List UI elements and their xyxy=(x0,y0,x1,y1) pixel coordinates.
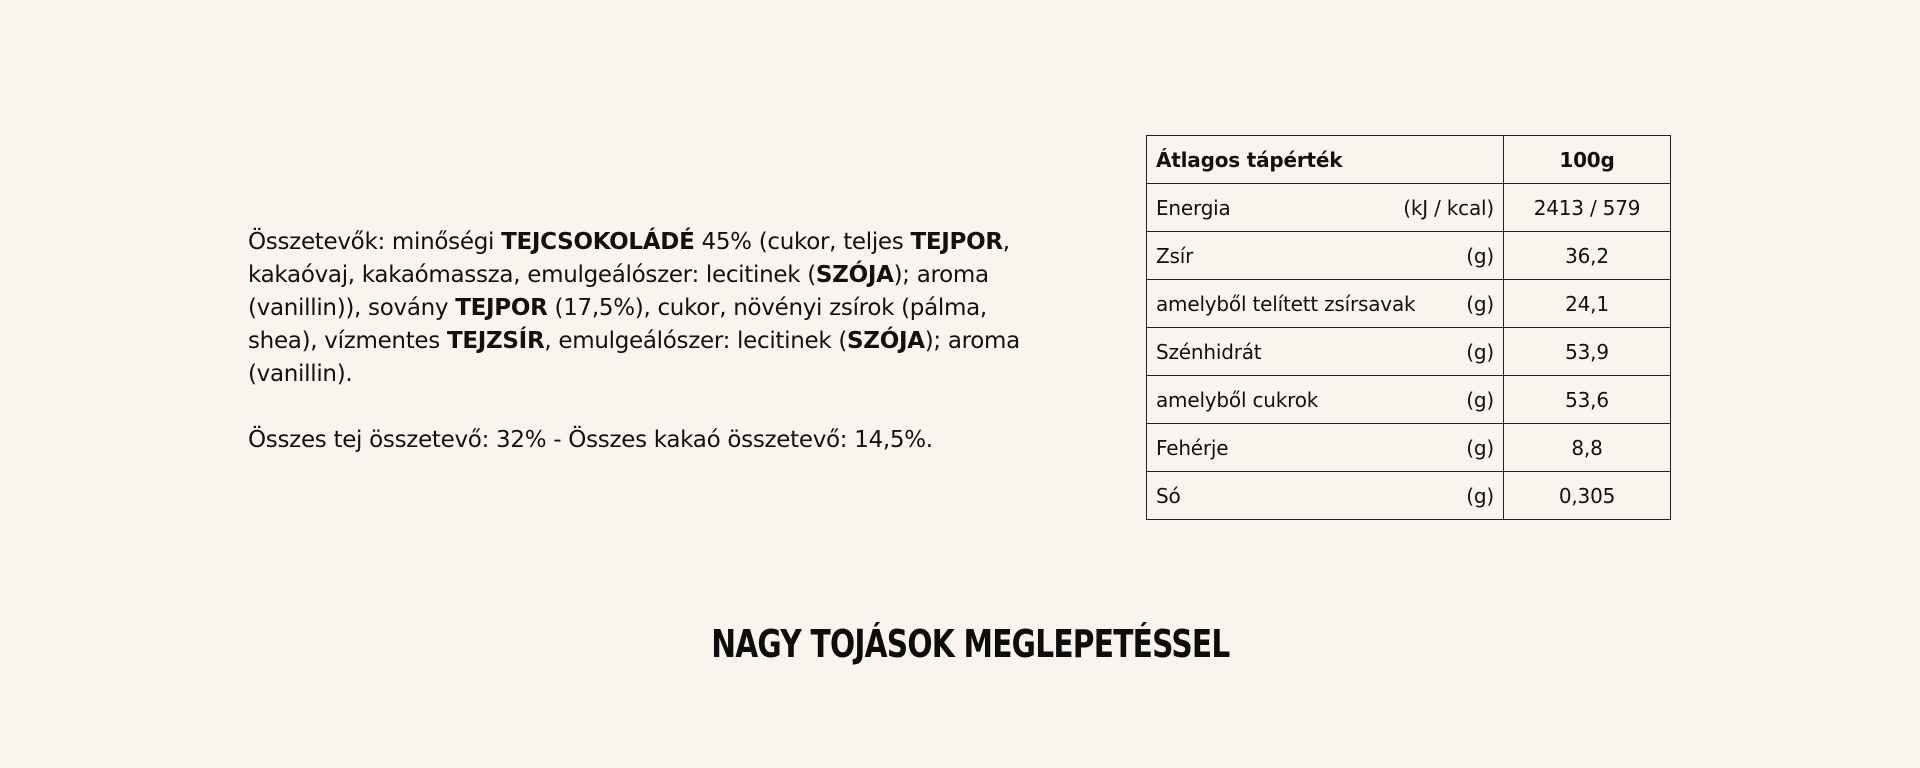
nutrient-value: 24,1 xyxy=(1504,280,1671,328)
nutrition-table xyxy=(1146,135,1671,520)
ingredient-segment: (17,5%), cukor, növényi zsírok (pálma, shea), vízmentes xyxy=(248,295,987,354)
nutrient-value: 53,9 xyxy=(1504,328,1671,376)
nutrition-row xyxy=(1147,232,1671,280)
nutrient-unit: (g) xyxy=(1466,435,1494,460)
nutrient-value: 53,6 xyxy=(1504,376,1671,424)
nutrient-value: 8,8 xyxy=(1504,424,1671,472)
nutrient-name: amelyből cukrok xyxy=(1156,387,1319,412)
ingredient-segment: 45% (cukor, teljes xyxy=(694,229,911,255)
ingredients-block xyxy=(248,226,1048,457)
nutrition-row xyxy=(1147,184,1671,232)
nutrient-value: 0,305 xyxy=(1504,472,1671,520)
nutrient-name: Só xyxy=(1156,483,1181,508)
allergen-highlight: TEJCSOKOLÁDÉ xyxy=(501,229,695,255)
nutrient-unit: (g) xyxy=(1466,387,1494,412)
ingredient-segment: , emulgeálószer: lecitinek ( xyxy=(544,328,848,354)
nutrient-value: 36,2 xyxy=(1504,232,1671,280)
nutrition-header-row xyxy=(1147,136,1671,184)
ingredients-text xyxy=(248,226,1048,391)
allergen-highlight: TEJPOR xyxy=(910,229,1003,255)
nutrition-header-value: 100g xyxy=(1504,136,1671,184)
nutrition-row xyxy=(1147,328,1671,376)
nutrition-header-name: Átlagos tápérték xyxy=(1147,136,1504,184)
nutrient-unit: (kJ / kcal) xyxy=(1403,195,1494,220)
allergen-highlight: SZÓJA xyxy=(847,328,925,354)
nutrient-name: Energia xyxy=(1156,195,1231,220)
nutrition-row xyxy=(1147,472,1671,520)
ingredient-segment: ); aroma (vanillin). xyxy=(248,328,1020,387)
nutrition-row xyxy=(1147,376,1671,424)
nutrient-name: Zsír xyxy=(1156,243,1194,268)
allergen-highlight: SZÓJA xyxy=(815,262,894,288)
nutrient-unit: (g) xyxy=(1466,243,1494,268)
nutrition-row xyxy=(1147,424,1671,472)
nutrient-unit: (g) xyxy=(1466,291,1494,316)
nutrient-unit: (g) xyxy=(1466,483,1494,508)
nutrient-unit: (g) xyxy=(1466,339,1494,364)
nutrient-name: Szénhidrát xyxy=(1156,339,1262,364)
ingredient-segment: , kakaóvaj, kakaómassza, emulgeálószer: lecitinek ( xyxy=(248,229,1010,288)
ingredient-segment: Összetevők: minőségi xyxy=(248,229,502,255)
nutrition-row xyxy=(1147,280,1671,328)
nutrient-name: Fehérje xyxy=(1156,435,1229,460)
nutrient-value: 2413 / 579 xyxy=(1504,184,1671,232)
ingredient-segment: ); aroma (vanillin)), sovány xyxy=(248,262,989,321)
product-title: NAGY TOJÁSOK MEGLEPETÉSSEL xyxy=(711,622,1230,666)
nutrient-name: amelyből telített zsírsavak xyxy=(1156,291,1416,316)
allergen-highlight: TEJZSÍR xyxy=(446,328,545,354)
allergen-highlight: TEJPOR xyxy=(455,295,548,321)
composition-totals: Összes tej összetevő: 32% - Összes kakaó összetevő: 14,5%. xyxy=(248,427,933,453)
